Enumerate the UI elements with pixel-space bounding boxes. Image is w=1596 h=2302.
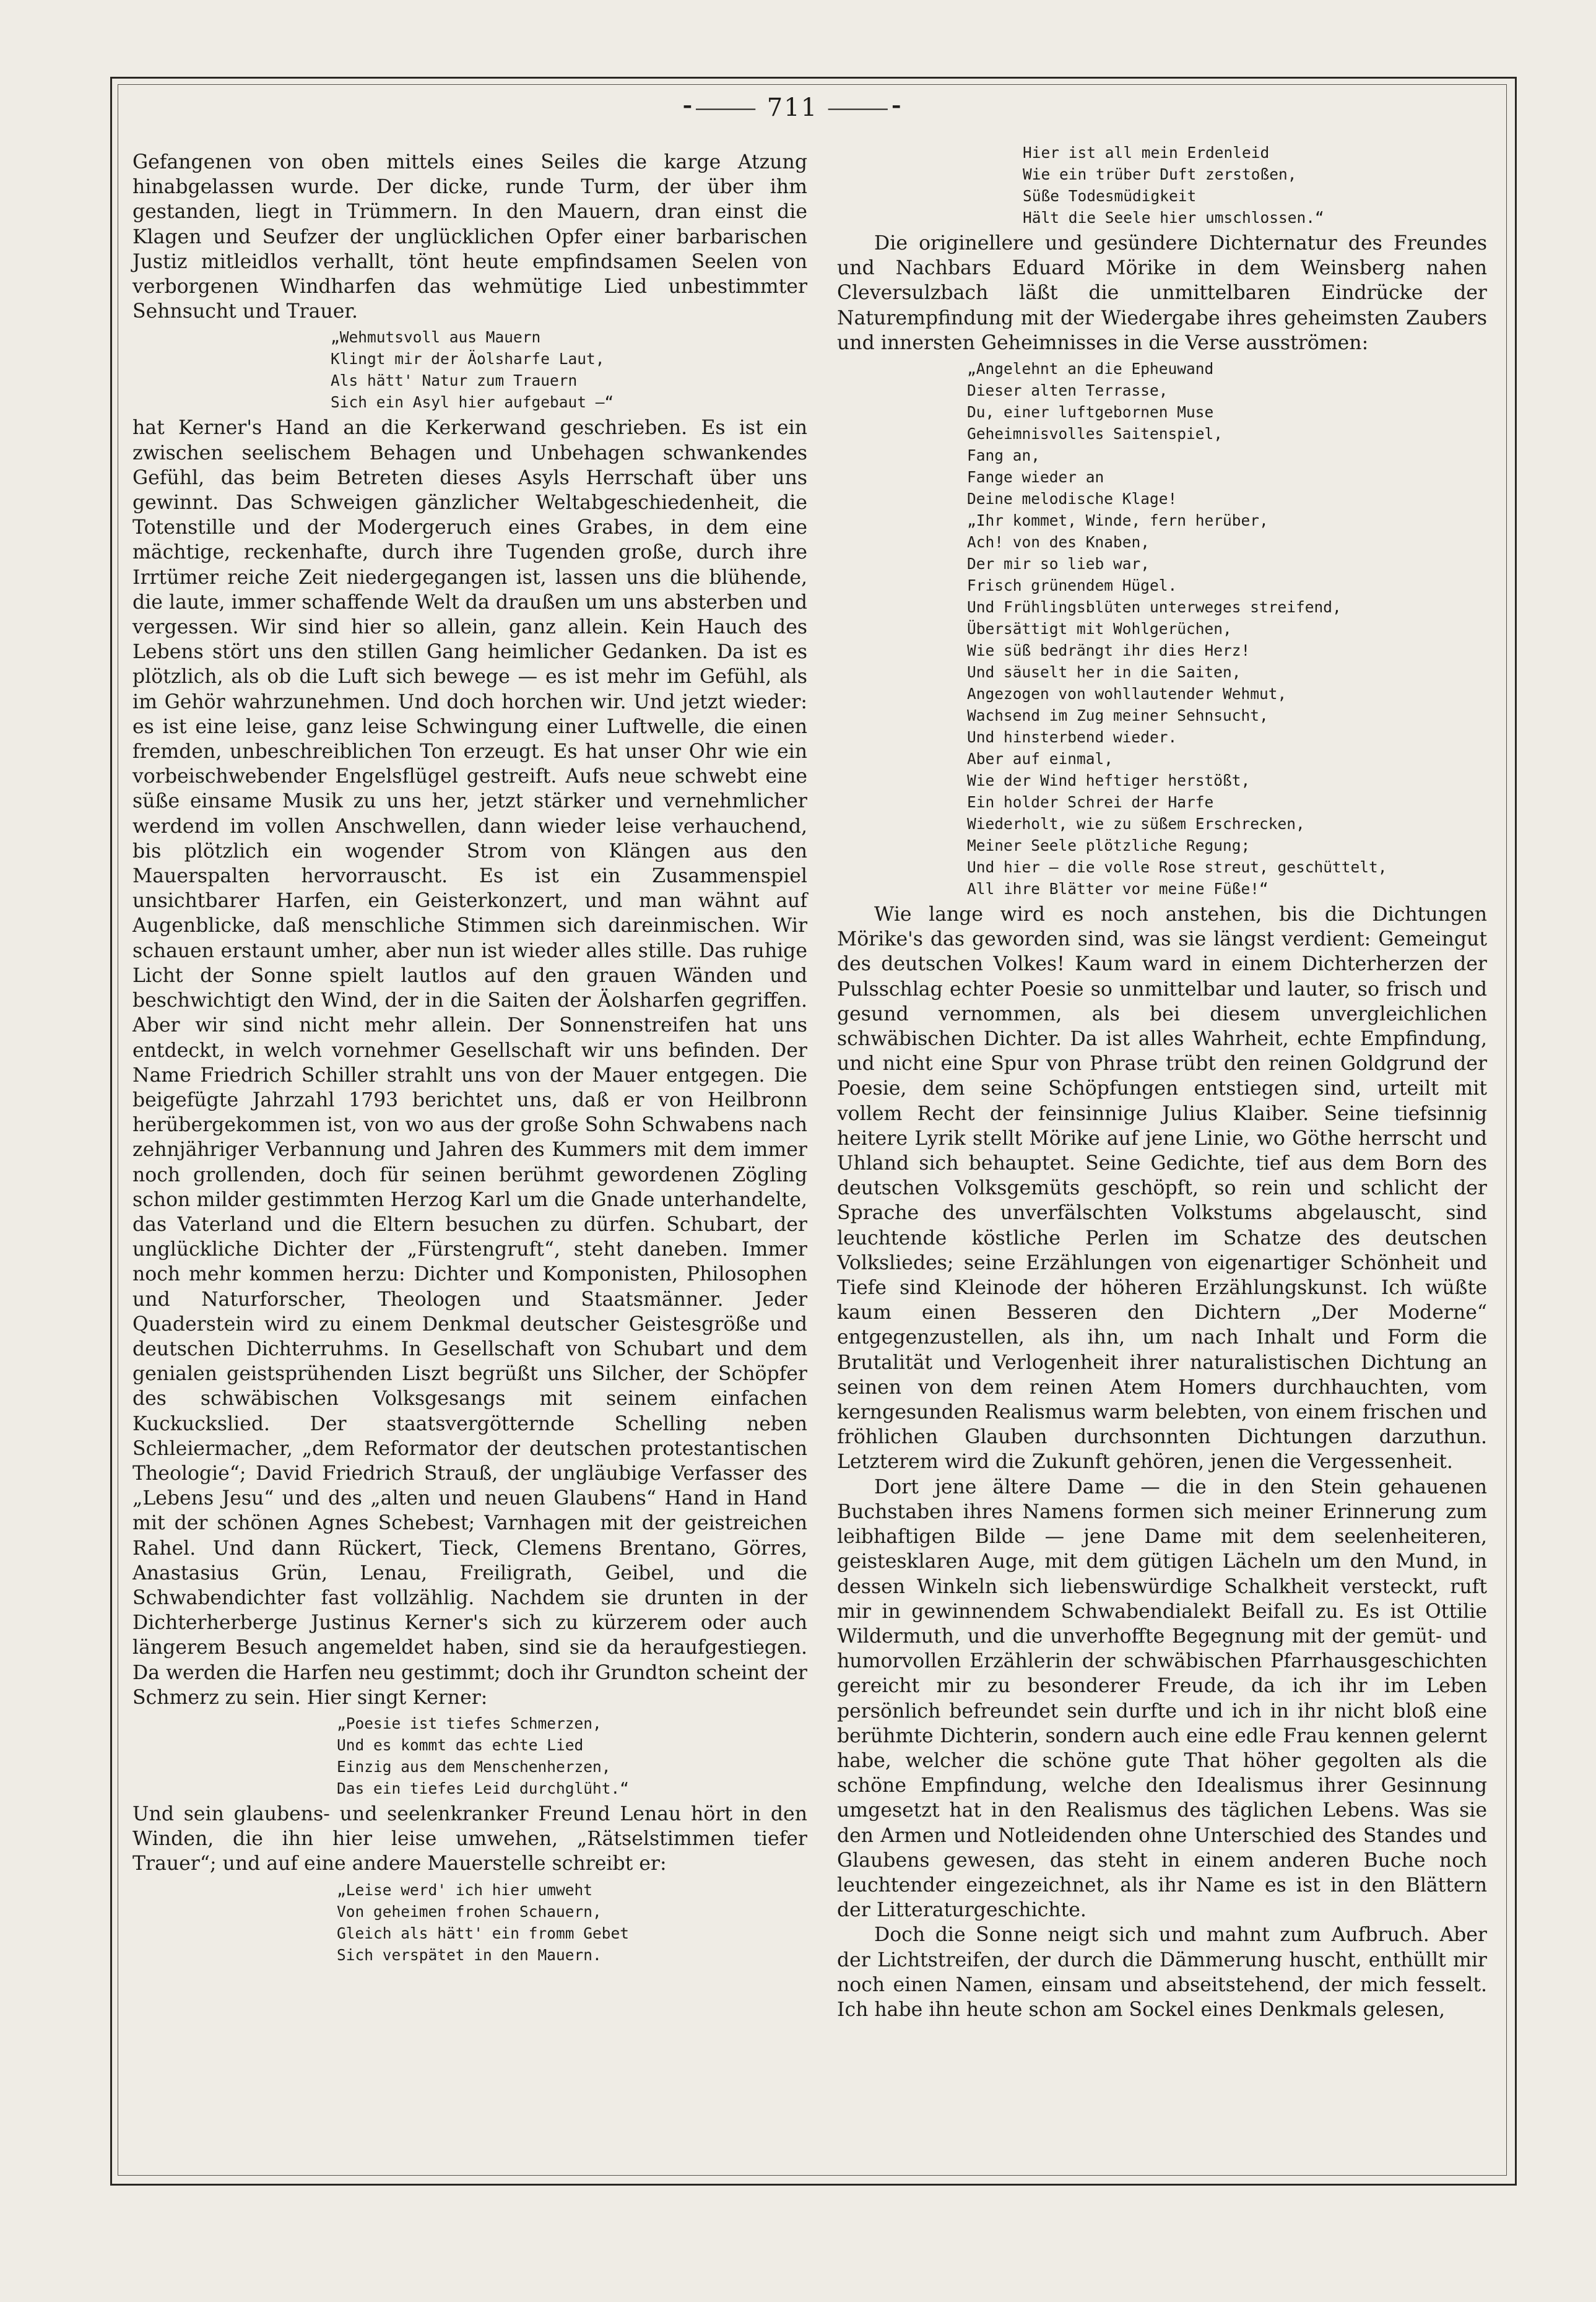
poem-quote: „Angelehnt an die Epheuwand Dieser alten Terrasse, Du, einer luftgebornen Muse Geheimnisvolles Saitenspiel, Fang an, Fange wieder an Deine melodische Klage! „Ihr kommet, Winde, fern herüber, Ach! von des Knaben, Der mir so lieb war, Frisch grünendem Hügel. Und Frühlingsblüten unterweges streifend, Übersättigt mit Wohlgerüchen, Wie süß bedrängt ihr dies Herz! Und säuselt her in die Saiten, Angezogen von wohllautender Wehmut, Wachsend im Zug meiner Sehnsucht, Und hinsterbend wieder. Aber auf einmal, Wie der Wind heftiger herstößt, Ein holder Schrei der Harfe Wiederholt, wie zu süßem Erschrecken, Meiner Seele plötzliche Regung; Und hier — die volle Rose streut, geschüttelt, All ihre Blätter vor meine Füße!“ xyxy=(967,360,1387,898)
right-column xyxy=(837,139,1487,2022)
paragraph: Gefangenen von oben mittels eines Seiles die karge Atzung hinabgelassen wurde. Der dicke, runde Turm, der über ihm gestanden, liegt in Trümmern. In den Mauern, dran einst die Klagen und Seufzer der unglücklichen Opfer einer barbarischen Justiz mitleidlos verhallt, tönt heute empfindsamen Seelen von verborgenen Windharfen das wehmütige Lied unbestimmter Sehnsucht und Trauer. xyxy=(132,151,807,323)
poem-quote: „Leise werd' ich hier umweht Von geheimen frohen Schauern, Gleich als hätt' ein fromm Gebet Sich verspätet in den Mauern. xyxy=(337,1880,630,1964)
paragraph: Die originellere und gesündere Dichternatur des Freundes und Nachbars Eduard Mörike in dem Weinsberg nahen Cleversulzbach läßt die unmittelbaren Eindrücke der Naturempfindung mit der Wiedergabe ihres geheimsten Zaubers und innersten Geheimnisses in die Verse ausströmen: xyxy=(837,232,1487,354)
paragraph: Dort jene ältere Dame — die in den Stein gehauenen Buchstaben ihres Namens formen sich meiner Erinnerung zum leibhaftigen Bilde — jene Dame mit dem seelenheiteren, geistesklaren Auge, mit dem gütigen Lächeln um den Mund, in dessen Winkeln sich liebenswürdige Schalkheit versteckt, ruft mir in gewinnendem Schwabendialekt Beifall zu. Es ist Ottilie Wildermuth, und die unverhoffte Begegnung mit der gemüt- und humorvollen Erzählerin der schwäbischen Pfarrhausgeschichten gereicht mir zu besonderer Freude, da ich ihr im Leben persönlich befreundet sein durfte und ich in ihr nicht bloß eine berühmte Dichterin, sondern auch eine edle Frau kennen gelernt habe, welcher die schöne gute That höher gegolten als die schöne Empfindung, welche den Idealismus ihrer Gesinnung umgesetzt hat in den Realismus des täglichen Lebens. Was sie den Armen und Notleidenden ohne Unterschied des Standes und Glaubens gewesen, das steht in einem anderen Buche noch leuchtender eingezeichnet, als ihr Name es ist in den Blättern der Litteraturgeschichte. xyxy=(837,1475,1487,1922)
poem-quote: „Poesie ist tiefes Schmerzen, Und es kommt das echte Lied Einzig aus dem Menschenherzen, Das ein tiefes Leid durchglüht.“ xyxy=(337,1714,630,1797)
paragraph: hat Kerner's Hand an die Kerkerwand geschrieben. Es ist ein zwischen seelischem Behagen und Unbehagen schwankendes Gefühl, das beim Betreten dieses Asyls Herrschaft über uns gewinnt. Das Schweigen gänzlicher Weltabgeschiedenheit, die Totenstille und der Modergeruch eines Grabes, in dem eine mächtige, reckenhafte, durch ihre Tugenden große, durch ihre Irrtümer reiche Zeit niedergegangen ist, lassen uns die blühende, die laute, immer schaffende Welt da draußen um uns absterben und vergessen. Wir sind hier so allein, ganz allein. Kein Hauch des Lebens stört uns den stillen Gang heimlicher Gedanken. Da ist es plötzlich, als ob die Luft sich bewege — es ist mehr im Gefühl, als im Gehör wahrzunehmen. Und doch horchen wir. Und jetzt wieder: es ist eine leise, ganz leise Schwingung einer Luftwelle, die einen fremden, unbeschreiblichen Ton erzeugt. Es hat unser Ohr wie ein vorbeischwebender Engelsflügel gestreift. Aufs neue schwebt eine süße einsame Musik zu uns her, jetzt stärker und vernehmlicher werdend im vollen Anschwellen, dann wieder leise verhauchend, bis plötzlich ein wogender Strom von Klängen aus den Mauerspalten hervorrauscht. Es ist ein Zusammenspiel unsichtbarer Harfen, ein Geisterkonzert, und man wähnt auf Augenblicke, daß menschliche Stimmen sich dareinmischen. Wir schauen erstaunt umher, aber nun ist wieder alles stille. Das ruhige Licht der Sonne spielt lautlos auf den grauen Wänden und beschwichtigt den Wind, der in die Saiten der Äolsharfen gegriffen. Aber wir sind nicht mehr allein. Der Sonnenstreifen hat uns entdeckt, in welch vornehmer Gesellschaft wir uns befinden. Der Name Friedrich Schiller strahlt uns von der Mauer entgegen. Die beigefügte Jahrzahl 1793 berichtet uns, daß er von Heilbronn herübergekommen ist, von wo aus der große Sohn Schwabens nach zehnjähriger Verbannung und Jahren des Kummers mit dem immer noch grollenden, doch für seinen berühmt gewordenen Zögling schon milder gestimmten Herzog Karl um die Gnade unterhandelte, das Vaterland und die Eltern besuchen zu dürfen. Schubart, der unglückliche Dichter der „Fürstengruft“, steht daneben. Immer noch mehr kommen herzu: Dichter und Komponisten, Philosophen und Naturforscher, Theologen und Staatsmänner. Jeder Quaderstein wird zu einem Denkmal deutscher Geistesgröße und deutschen Dichterruhms. In Gesellschaft von Schubart und dem genialen geistsprühenden Liszt begrüßt uns Silcher, der Schöpfer des schwäbischen Volksgesangs mit seinem einfachen Kuckuckslied. Der staatsvergötternde Schelling neben Schleiermacher, „dem Reformator der deutschen protestantischen Theologie“; David Friedrich Strauß, der ungläubige Verfasser des „Lebens Jesu“ und des „alten und neuen Glaubens“ Hand in Hand mit der schönen Agnes Schebest; Varnhagen mit der geistreichen Rahel. Und dann Rückert, Tieck, Clemens Brentano, Görres, Anastasius Grün, Lenau, Freiligrath, Geibel, und die Schwabendichter fast vollzählig. Nachdem sie drunten in der Dichterherberge Justinus Kerner's sich zu kürzerem oder auch längerem Besuch angemeldet haben, sind sie da heraufgestiegen. Da werden die Harfen neu gestimmt; doch ihr Grundton scheint der Schmerz zu sein. Hier singt Kerner: xyxy=(132,417,807,1709)
poem-quote: „Wehmutsvoll aus Mauern Klingt mir der Äolsharfe Laut, Als hätt' Natur zum Trauern Sich ein Asyl hier aufgebaut —“ xyxy=(331,328,614,412)
poem-quote: Hier ist all mein Erdenleid Wie ein trüber Duft zerstoßen, Süße Todesmüdigkeit Hält die Seele hier umschlossen.“ xyxy=(1023,144,1324,227)
page-number: ⁃⸻ 711 ⸻⁃ xyxy=(681,93,904,122)
paragraph: Wie lange wird es noch anstehen, bis die Dichtungen Mörike's das geworden sind, was sie längst verdient: Gemeingut des deutschen Volkes! Kaum ward in einem Dichterherzen der Pulsschlag echter Poesie so unmittelbar und lauter, so frisch und gesund vernommen, als bei diesem unvergleichlichen schwäbischen Dichter. Da ist alles Wahrheit, echte Empfindung, und nicht eine Spur von Phrase trübt den reinen Goldgrund der Poesie, dem seine Schöpfungen entstiegen sind, urteilt mit vollem Recht der feinsinnige Julius Klaiber. Seine tiefsinnig heitere Lyrik stellt Mörike auf jene Linie, wo Göthe herrscht und Uhland sich behauptet. Seine Gedichte, tief aus dem Born des deutschen Volksgemüts geschöpft, so rein und schlicht der Sprache des unverfälschten Volkstums abgelauscht, sind leuchtende köstliche Perlen im Schatze des deutschen Volksliedes; seine Erzählungen von eigenartiger Schönheit und Tiefe sind Kleinode der höheren Erzählungskunst. Ich wüßte kaum einen Besseren den Dichtern „Der Moderne“ entgegenzustellen, als ihn, um nach Inhalt und Form die Brutalität und Verlogenheit ihrer naturalistischen Dichtung an seinen von dem reinen Atem Homers durchhauchten, vom kerngesunden Realismus warm belebten, von einem frischen und fröhlichen Glauben durchsonnten Dichtungen darzuthun. Letzterem wird die Zukunft gehören, jenen die Vergessenheit. xyxy=(837,903,1487,1474)
paragraph: Und sein glaubens- und seelenkranker Freund Lenau hört in den Winden, die ihn hier leise umwehen, „Rätselstimmen tiefer Trauer“; und auf eine andere Mauerstelle schreibt er: xyxy=(132,1802,807,1875)
left-column xyxy=(132,150,807,1968)
paragraph: Doch die Sonne neigt sich und mahnt zum Aufbruch. Aber der Lichtstreifen, der durch die Dämmerung huscht, enthüllt mir noch einen Namen, einsam und abseitstehend, der mich fesselt. Ich habe ihn heute schon am Sockel eines Denkmals gelesen, xyxy=(837,1924,1487,2021)
